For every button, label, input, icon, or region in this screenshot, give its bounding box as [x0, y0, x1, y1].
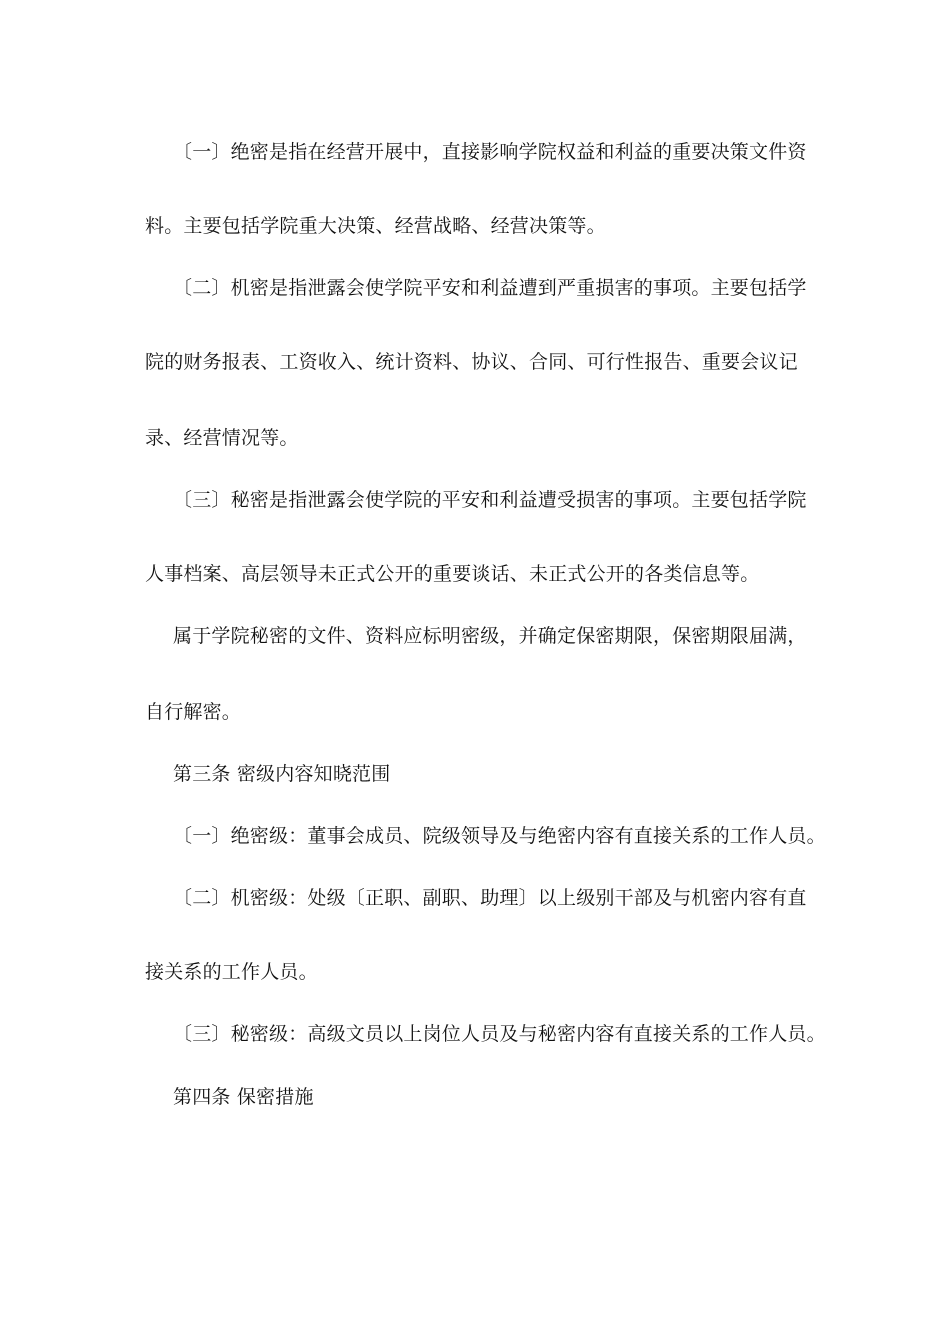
- paragraph-line: 〔三〕秘密级：高级文员以上岗位人员及与秘密内容有直接关系的工作人员。: [173, 1023, 826, 1045]
- paragraph-line: 录、经营情况等。: [145, 427, 299, 449]
- paragraph-line: 接关系的工作人员。: [145, 961, 318, 983]
- paragraph-line: 〔一〕绝密级：董事会成员、院级领导及与绝密内容有直接关系的工作人员。: [173, 825, 826, 847]
- paragraph-line: 〔一〕绝密是指在经营开展中，直接影响学院权益和利益的重要决策文件资: [173, 141, 807, 163]
- paragraph-line: 自行解密。: [145, 701, 242, 723]
- paragraph-line: 料。主要包括学院重大决策、经营战略、经营决策等。: [145, 215, 606, 237]
- section-heading: 第四条 保密措施: [173, 1086, 314, 1108]
- paragraph-line: 人事档案、高层领导未正式公开的重要谈话、未正式公开的各类信息等。: [145, 563, 760, 585]
- paragraph-line: 〔二〕机密是指泄露会使学院平安和利益遭到严重损害的事项。主要包括学: [173, 277, 807, 299]
- paragraph-line: 院的财务报表、工资收入、统计资料、协议、合同、可行性报告、重要会议记: [145, 351, 798, 373]
- paragraph-line: 〔二〕机密级：处级〔正职、副职、助理〕以上级别干部及与机密内容有直: [173, 887, 807, 909]
- section-heading: 第三条 密级内容知晓范围: [173, 763, 391, 785]
- paragraph-line: 属于学院秘密的文件、资料应标明密级，并确定保密期限，保密期限届满，: [173, 625, 807, 647]
- paragraph-line: 〔三〕秘密是指泄露会使学院的平安和利益遭受损害的事项。主要包括学院: [173, 489, 807, 511]
